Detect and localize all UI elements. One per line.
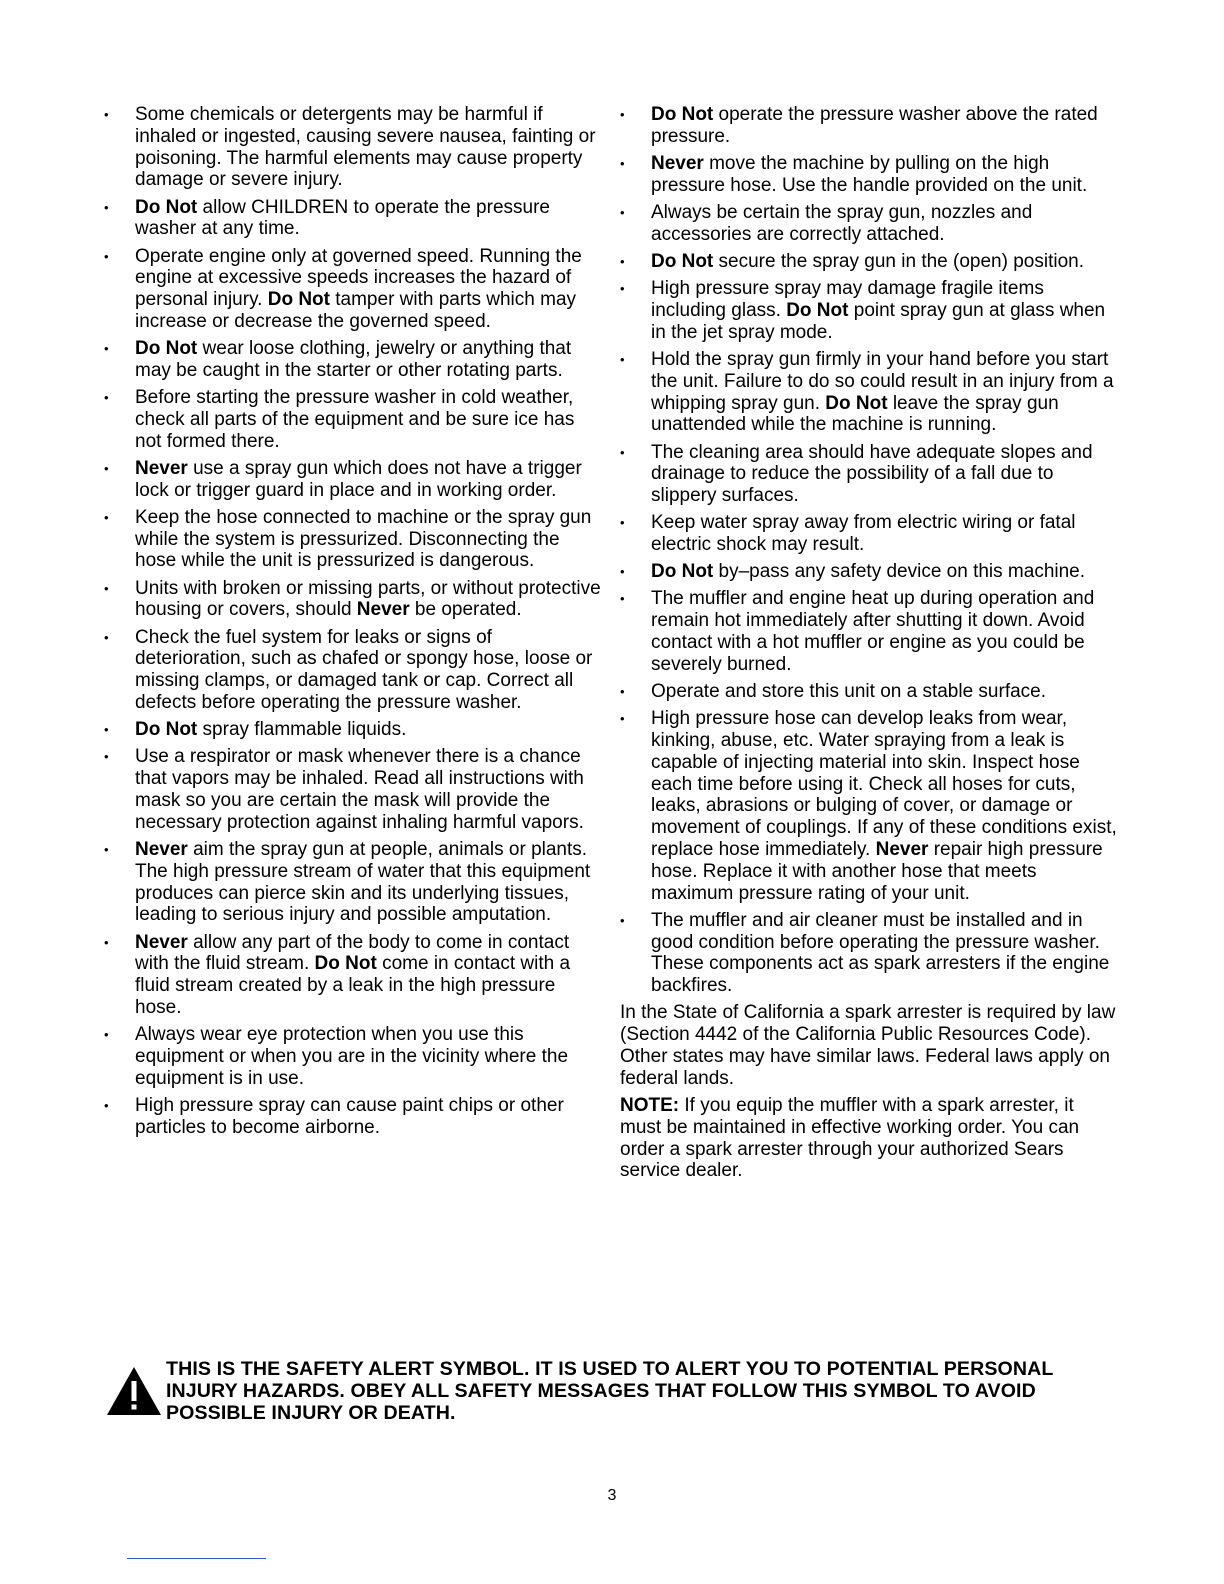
left-safety-list	[104, 104, 604, 1139]
warning-triangle-icon	[106, 1366, 162, 1416]
list-item: • Keep water spray away from electric wiring or fatal electric shock may result.	[620, 512, 1120, 556]
california-paragraph: In the State of California a spark arrester is required by law (Section 4442 of the California Public Resources Code). Other states may have similar laws. Federal laws apply on federal lands.	[620, 1002, 1116, 1089]
page-number: 3	[607, 1487, 617, 1504]
list-item: • Always wear eye protection when you use this equipment or when you are in the vicinity where the equipment is in use.	[104, 1024, 604, 1089]
list-item: • Check the fuel system for leaks or signs of deterioration, such as chafed or spongy hose, loose or missing clamps, or damaged tank or cap. Correct all defects before operating the pressure washer.	[104, 627, 604, 714]
list-item: • Do Not spray flammable liquids.	[104, 719, 604, 741]
safety-alert	[106, 1358, 1116, 1433]
list-item: • Never aim the spray gun at people, animals or plants. The high pressure stream of water that this equipment produces can pierce skin and its underlying tissues, leading to serious injury and possible amputation.	[104, 839, 604, 926]
list-item: • Some chemicals or detergents may be harmful if inhaled or ingested, causing severe nausea, fainting or poisoning. The harmful elements may cause property damage or severe injury.	[104, 104, 604, 191]
list-item: • Never use a spray gun which does not have a trigger lock or trigger guard in place and in working order.	[104, 458, 604, 502]
list-item: • Operate engine only at governed speed. Running the engine at excessive speeds increases the hazard of personal injury. Do Not tamper with parts which may increase or decrease the governed speed.	[104, 246, 604, 333]
list-item: • Never move the machine by pulling on the high pressure hose. Use the handle provided on the unit.	[620, 153, 1120, 197]
list-item: • Hold the spray gun firmly in your hand before you start the unit. Failure to do so could result in an injury from a whipping spray gun. Do Not leave the spray gun unattended while the machine is running.	[620, 349, 1120, 436]
list-item: • Do Not wear loose clothing, jewelry or anything that may be caught in the starter or other rotating parts.	[104, 338, 604, 382]
list-item: • Do Not allow CHILDREN to operate the pressure washer at any time.	[104, 197, 604, 241]
list-item: • Keep the hose connected to machine or the spray gun while the system is pressurized. Disconnecting the hose while the unit is pressurized is dangerous.	[104, 507, 604, 572]
list-item: • Do Not secure the spray gun in the (open) position.	[620, 251, 1120, 273]
list-item: • The muffler and engine heat up during operation and remain hot immediately after shutting it down. Avoid contact with a hot muffler or engine as you could be severely burned.	[620, 588, 1120, 675]
list-item: • High pressure spray may damage fragile items including glass. Do Not point spray gun at glass when in the jet spray mode.	[620, 278, 1120, 343]
note-text: If you equip the muffler with a spark arrester, it must be maintained in effective working order. You can order a spark arrester through your authorized Sears service dealer.	[620, 1094, 1080, 1182]
note-label: NOTE:	[620, 1094, 680, 1116]
right-safety-list	[620, 104, 1120, 997]
list-item: • Operate and store this unit on a stable surface.	[620, 681, 1120, 703]
list-item: • Do Not operate the pressure washer above the rated pressure.	[620, 104, 1120, 148]
list-item: • Use a respirator or mask whenever there is a chance that vapors may be inhaled. Read all instructions with mask so you are certain the mask will provide the necessary protection against inhaling harmful vapors.	[104, 746, 604, 833]
list-item: • Before starting the pressure washer in cold weather, check all parts of the equipment and be sure ice has not formed there.	[104, 387, 604, 452]
list-item: • Never allow any part of the body to come in contact with the fluid stream. Do Not come in contact with a fluid stream created by a leak in the high pressure hose.	[104, 932, 604, 1019]
list-item: • Do Not by–pass any safety device on this machine.	[620, 561, 1120, 583]
note-paragraph	[620, 1095, 1120, 1182]
safety-alert-text: THIS IS THE SAFETY ALERT SYMBOL. IT IS USED TO ALERT YOU TO POTENTIAL PERSONAL INJURY HAZARDS. OBEY ALL SAFETY MESSAGES THAT FOLLOW THIS SYMBOL TO AVOID POSSIBLE INJURY OR DEATH.	[166, 1358, 1054, 1424]
list-item: • The cleaning area should have adequate slopes and drainage to reduce the possibility of a fall due to slippery surfaces.	[620, 442, 1120, 507]
list-item: • High pressure spray can cause paint chips or other particles to become airborne.	[104, 1095, 604, 1139]
list-item: • Always be certain the spray gun, nozzles and accessories are correctly attached.	[620, 202, 1120, 246]
footer-rule	[127, 1558, 266, 1559]
list-item: • High pressure hose can develop leaks from wear, kinking, abuse, etc. Water spraying from a leak is capable of injecting material into skin. Inspect hose each time before using it. Check all hoses for cuts, leaks, abrasions or bulging of cover, or damage or movement of couplings. If any of these conditions exist, replace hose immediately. Never repair high pressure hose. Replace it with another hose that meets maximum pressure rating of your unit.	[620, 708, 1120, 904]
list-item: • Units with broken or missing parts, or without protective housing or covers, should Never be operated.	[104, 578, 604, 622]
right-column	[620, 104, 1120, 1188]
list-item: • The muffler and air cleaner must be installed and in good condition before operating the pressure washer. These components act as spark arresters if the engine backfires.	[620, 910, 1120, 997]
left-column	[104, 104, 604, 1144]
